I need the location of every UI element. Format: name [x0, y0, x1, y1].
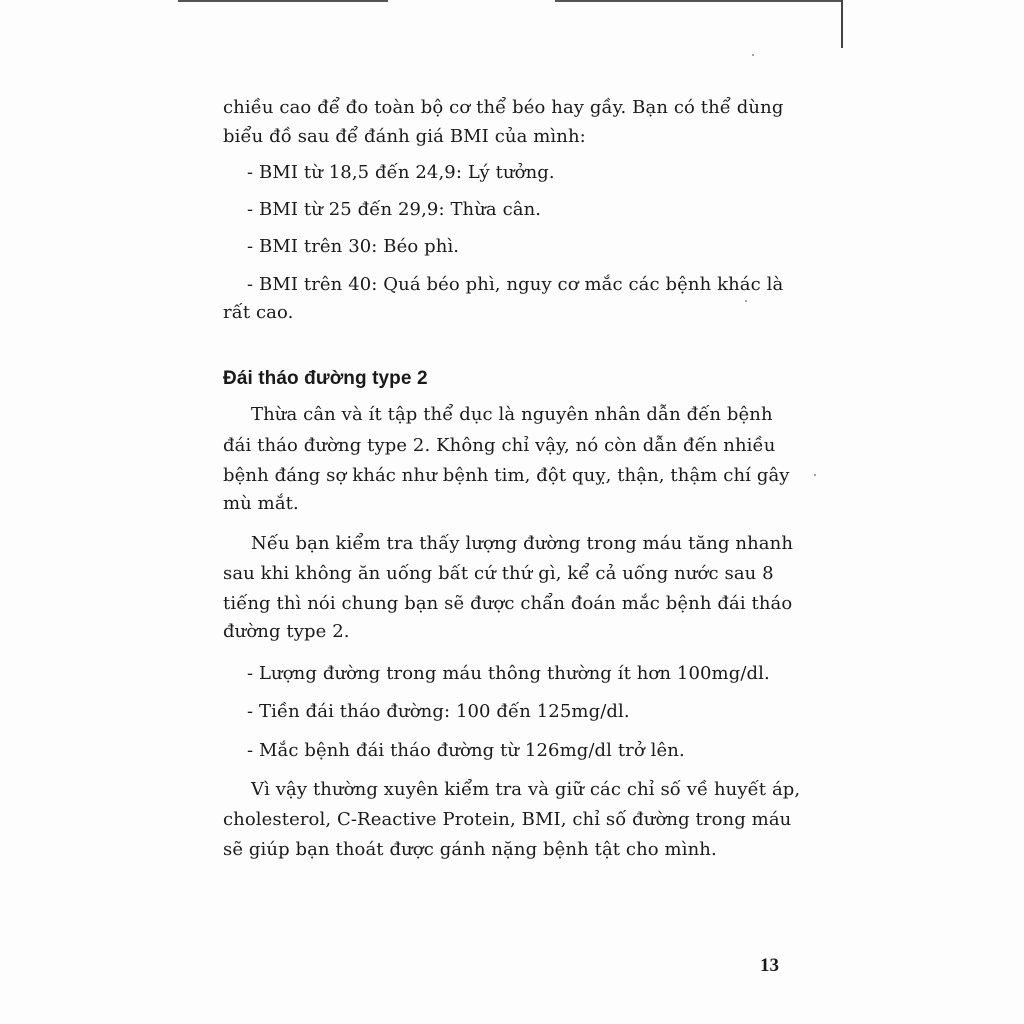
paragraph-line: đường type 2.	[223, 621, 350, 642]
speck	[745, 300, 747, 302]
bmi-list-item: - BMI từ 25 đến 29,9: Thừa cân.	[247, 199, 542, 220]
body-line: biểu đồ sau để đánh giá BMI của mình:	[223, 126, 586, 147]
paragraph-line: tiếng thì nói chung bạn sẽ được chẩn đoán mắc bệnh đái tháo	[223, 593, 793, 614]
paragraph-line: đái tháo đường type 2. Không chỉ vậy, nó còn dẫn đến nhiều	[223, 435, 776, 456]
bmi-list-item: - BMI trên 40: Quá béo phì, nguy cơ mắc các bệnh khác là	[247, 274, 784, 295]
sugar-list-item: - Mắc bệnh đái tháo đường từ 126mg/dl trở lên.	[247, 740, 685, 761]
bmi-list-item: - BMI trên 30: Béo phì.	[247, 236, 460, 257]
paragraph-line: cholesterol, C-Reactive Protein, BMI, chỉ số đường trong máu	[223, 809, 792, 830]
bmi-list-continuation: rất cao.	[223, 302, 294, 323]
bmi-list-item: - BMI từ 18,5 đến 24,9: Lý tưởng.	[247, 162, 555, 183]
sugar-list-item: - Tiền đái tháo đường: 100 đến 125mg/dl.	[247, 701, 630, 722]
body-line: chiều cao để đo toàn bộ cơ thể béo hay gầy. Bạn có thể dùng	[223, 97, 784, 118]
top-rule-left	[178, 0, 388, 2]
section-heading: Đái tháo đường type 2	[223, 368, 428, 389]
paragraph-line: bệnh đáng sợ khác như bệnh tim, đột quỵ, thận, thậm chí gây	[223, 465, 790, 486]
paragraph-line: Nếu bạn kiểm tra thấy lượng đường trong máu tăng nhanh	[251, 533, 794, 554]
paragraph-line: sau khi không ăn uống bất cứ thứ gì, kể cả uống nước sau 8	[223, 563, 774, 584]
top-rule-right	[555, 0, 843, 2]
paragraph-line: Vì vậy thường xuyên kiểm tra và giữ các chỉ số về huyết áp,	[251, 779, 801, 800]
paragraph-line: sẽ giúp bạn thoát được gánh nặng bệnh tật cho mình.	[223, 839, 717, 860]
speck	[752, 54, 754, 56]
paragraph-line: mù mắt.	[223, 493, 299, 514]
page-edge	[841, 0, 843, 48]
speck	[814, 474, 816, 476]
paragraph-line: Thừa cân và ít tập thể dục là nguyên nhân dẫn đến bệnh	[251, 404, 773, 425]
page-number: 13	[760, 955, 779, 976]
sugar-list-item: - Lượng đường trong máu thông thường ít hơn 100mg/dl.	[247, 663, 770, 684]
